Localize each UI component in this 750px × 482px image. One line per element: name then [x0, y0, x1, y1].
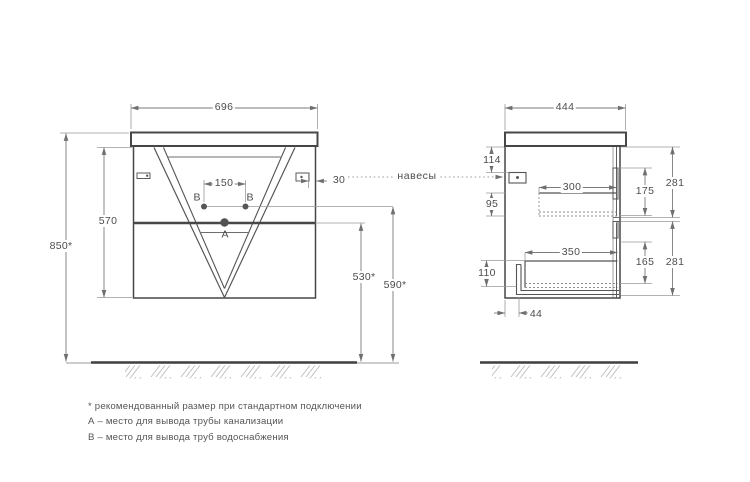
dim-pipe-offset: 44: [529, 308, 543, 320]
label-point-b-right: В: [246, 191, 254, 204]
v-facade-inner: [164, 148, 286, 289]
drain-pipe-outline: [517, 265, 620, 295]
dim-lower-drawer-depth: 350: [561, 246, 581, 258]
dim-holes-spacing: 150: [214, 177, 234, 189]
dim-water-height: 590*: [383, 279, 407, 291]
footnote-point-a: А – место для вывода трубы канализации: [88, 416, 284, 428]
dim-upper-gap: 95: [485, 198, 499, 210]
dim-upper-drawer-depth: 300: [562, 181, 582, 193]
dim-upper-inner-height: 175: [635, 185, 655, 197]
dim-lower-front-height: 281: [665, 256, 685, 268]
dim-overall-height: 850*: [49, 240, 73, 252]
label-hangers: навесы: [397, 170, 437, 182]
footnotes: [88, 399, 362, 445]
point-b-right-dot: [243, 204, 249, 210]
point-a-dot: [220, 218, 228, 226]
footnote-point-b: В – место для вывода труб водоснабжения: [88, 431, 289, 443]
dim-lower-gap: 110: [478, 267, 496, 279]
dim-front-width: 696: [214, 101, 234, 113]
dim-hanger-top-offset: 114: [483, 154, 501, 166]
dim-hanger-offset: 30: [332, 174, 346, 186]
side-countertop: [505, 133, 626, 147]
footnote-recommended-size: * рекомендованный размер при стандартном подключении: [88, 401, 362, 412]
upper-drawer-box: [539, 193, 617, 216]
front-floor-hatch: [125, 366, 322, 379]
side-floor-hatch: [492, 366, 628, 379]
point-b-left-dot: [201, 204, 207, 210]
dim-lower-inner-height: 165: [635, 256, 655, 268]
floor-lines: [66, 363, 638, 379]
label-point-b-left: В: [193, 191, 201, 204]
dim-depth: 444: [555, 101, 575, 113]
side-cabinet-body: [505, 146, 620, 298]
side-view-linework: [505, 133, 626, 299]
label-point-a: А: [221, 228, 229, 241]
dimension-lines: [60, 104, 680, 362]
front-countertop: [131, 133, 318, 147]
dim-cabinet-height: 570: [98, 215, 118, 227]
lower-drawer-box: [525, 261, 618, 288]
dim-drain-height: 530*: [352, 271, 376, 283]
dim-upper-front-height: 281: [665, 177, 685, 189]
